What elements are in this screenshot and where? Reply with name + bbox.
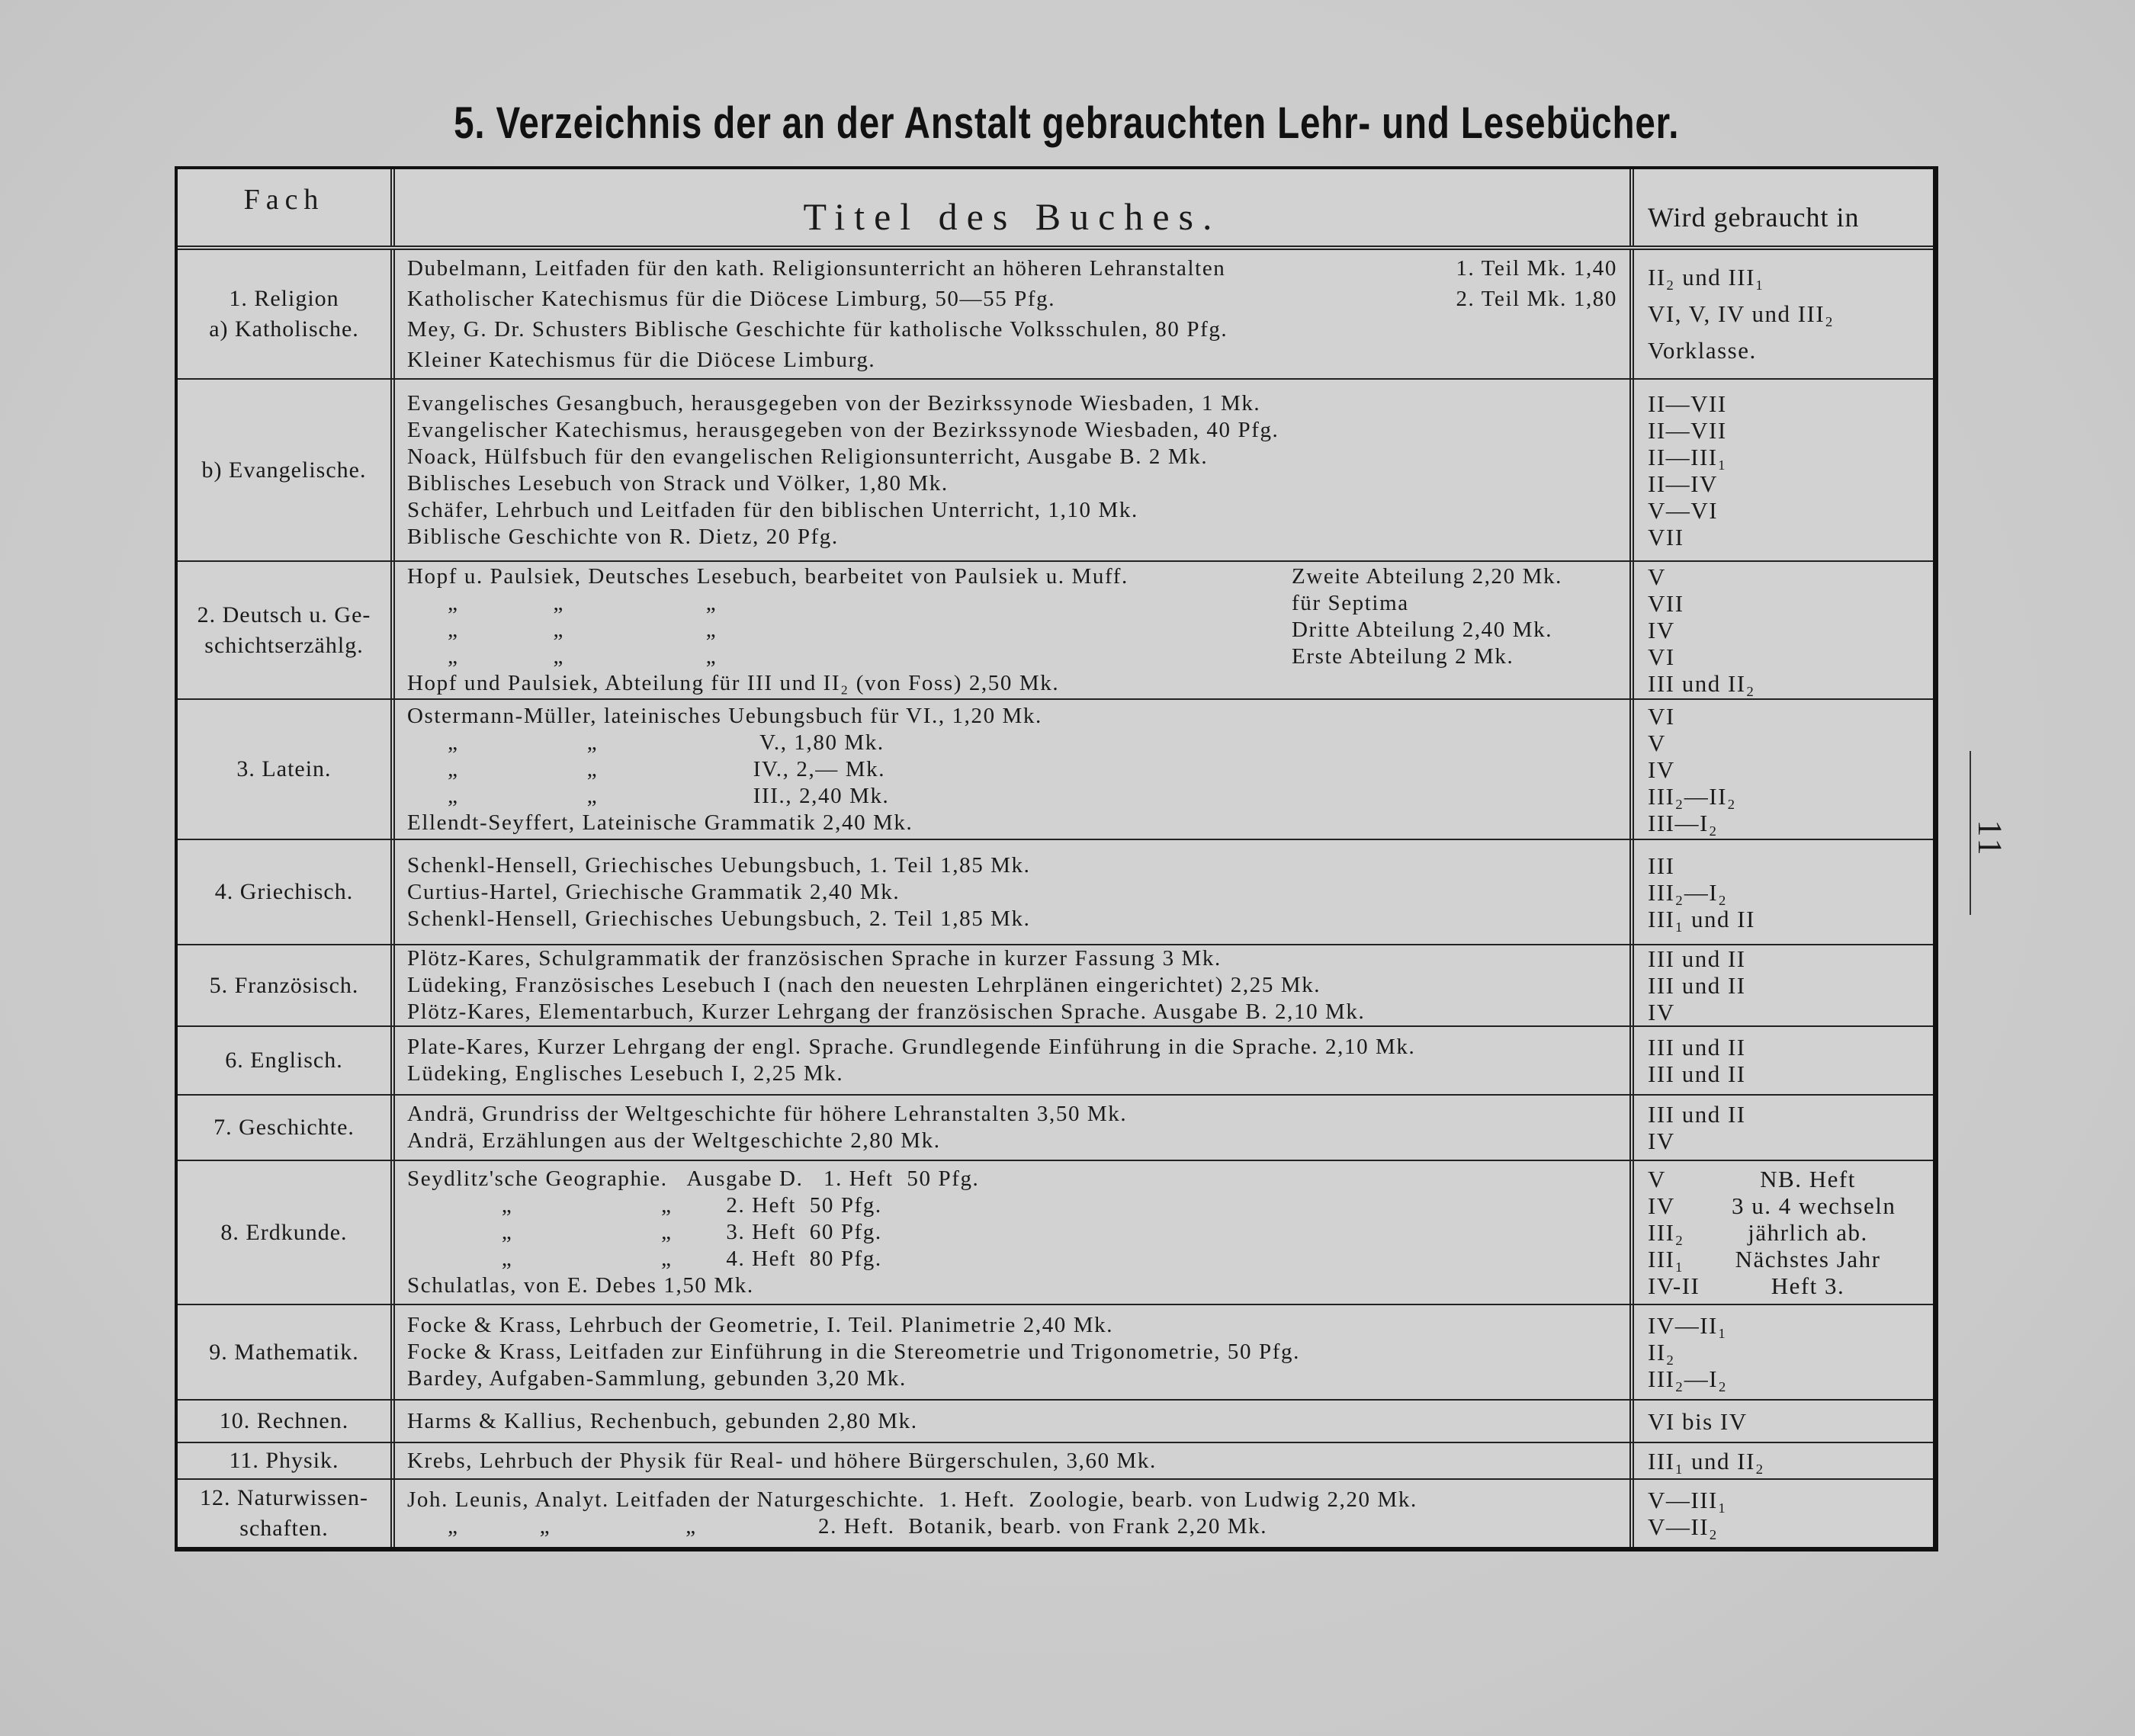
used-in-cell bbox=[1634, 840, 1933, 944]
book-title: Evangelischer Katechismus, herausgegeben von der Bezirkssynode Wiesbaden, 40 Pfg. bbox=[407, 417, 1279, 442]
book-line bbox=[407, 643, 1617, 670]
book-title: Biblisches Lesebuch von Strack und Völker, 1,80 Mk. bbox=[407, 470, 949, 496]
table-row bbox=[178, 1094, 1933, 1160]
used-in-cell bbox=[1634, 1443, 1933, 1478]
table-row bbox=[178, 1160, 1933, 1304]
used-in-cell bbox=[1634, 380, 1933, 560]
class-range: III₁ und II bbox=[1648, 905, 1755, 932]
book-line bbox=[407, 1272, 1617, 1299]
book-title: Schulatlas, von E. Debes 1,50 Mk. bbox=[407, 1273, 754, 1298]
used-in-note: Nächstes Jahr bbox=[1735, 1246, 1881, 1272]
book-title: Schäfer, Lehrbuch und Leitfaden für den biblischen Unterricht, 1,10 Mk. bbox=[407, 497, 1138, 522]
used-in-cell bbox=[1634, 945, 1933, 1025]
book-title: Dubelmann, Leitfaden für den kath. Religionsunterricht an höheren Lehranstalten bbox=[407, 256, 1226, 281]
book-title: „ „ „ bbox=[407, 644, 718, 669]
subject-label: 4. Griechisch. bbox=[214, 879, 354, 904]
class-range: III₂—II₂ bbox=[1648, 782, 1737, 810]
subject-cell bbox=[178, 1401, 395, 1442]
subject-label: 8. Erdkunde. bbox=[220, 1219, 348, 1245]
class-range: III—I₂ bbox=[1648, 809, 1719, 836]
class-range: II₂ und III₁ bbox=[1648, 264, 1765, 290]
used-in-line bbox=[1648, 852, 1919, 879]
subject-label: 12. Naturwissen- bbox=[200, 1485, 368, 1510]
book-title: Joh. Leunis, Analyt. Leitfaden der Naturgeschichte. 1. Heft. Zoologie, bearb. von Ludwig 2,20 Mk. bbox=[407, 1487, 1417, 1512]
book-titles-cell bbox=[395, 562, 1634, 698]
book-line bbox=[407, 730, 1617, 756]
book-line bbox=[407, 1448, 1617, 1474]
book-line bbox=[407, 390, 1617, 417]
subject-label: 10. Rechnen. bbox=[219, 1408, 349, 1433]
book-line bbox=[407, 852, 1617, 879]
book-line bbox=[407, 345, 1617, 375]
book-title: Andrä, Erzählungen aus der Weltgeschichte 2,80 Mk. bbox=[407, 1128, 941, 1153]
used-in-line bbox=[1648, 906, 1919, 932]
subject-cell bbox=[178, 380, 395, 560]
used-in-cell bbox=[1634, 700, 1933, 839]
book-line bbox=[407, 497, 1617, 524]
book-line bbox=[407, 945, 1617, 972]
class-range: III₂ bbox=[1648, 1219, 1684, 1246]
class-range: III und II bbox=[1648, 1061, 1746, 1087]
class-range: IV bbox=[1648, 617, 1675, 643]
book-line bbox=[407, 1513, 1617, 1540]
book-line bbox=[407, 1365, 1617, 1392]
table-row bbox=[178, 560, 1933, 698]
book-line bbox=[407, 470, 1617, 497]
table-header bbox=[178, 169, 1933, 250]
class-range: Vorklasse. bbox=[1648, 337, 1757, 364]
book-title: „ „ 3. Heft 60 Pfg. bbox=[407, 1220, 882, 1244]
subject-cell bbox=[178, 250, 395, 378]
subject-cell bbox=[178, 1027, 395, 1094]
book-title: Focke & Krass, Leitfaden zur Einführung in die Stereometrie und Trigonometrie, 50 Pfg. bbox=[407, 1340, 1300, 1364]
class-range: III und II bbox=[1648, 972, 1746, 999]
used-in-cell bbox=[1634, 1401, 1933, 1442]
used-in-line bbox=[1648, 670, 1919, 697]
book-title: Plötz-Kares, Elementarbuch, Kurzer Lehrgang der französischen Sprache. Ausgabe B. 2,10 Mk. bbox=[407, 1000, 1366, 1024]
book-titles-cell bbox=[395, 1161, 1634, 1304]
book-title: Schenkl-Hensell, Griechisches Uebungsbuch, 1. Teil 1,85 Mk. bbox=[407, 852, 1031, 878]
book-line bbox=[407, 906, 1617, 932]
subject-cell bbox=[178, 700, 395, 839]
subject-cell bbox=[178, 1480, 395, 1547]
used-in-line bbox=[1648, 643, 1919, 670]
book-titles-cell bbox=[395, 250, 1634, 378]
class-range: VII bbox=[1648, 590, 1684, 617]
book-line bbox=[407, 444, 1617, 470]
book-line bbox=[407, 524, 1617, 550]
book-line bbox=[407, 1312, 1617, 1339]
book-title: Focke & Krass, Lehrbuch der Geometrie, I. Teil. Planimetrie 2,40 Mk. bbox=[407, 1313, 1114, 1337]
book-line bbox=[407, 810, 1617, 836]
used-in-line bbox=[1648, 1272, 1919, 1299]
subject-label: 1. Religion bbox=[229, 286, 339, 311]
used-in-line bbox=[1648, 1487, 1919, 1513]
used-in-cell bbox=[1634, 1480, 1933, 1547]
book-line bbox=[407, 1246, 1617, 1272]
book-titles-cell bbox=[395, 1480, 1634, 1547]
subject-label: schaften. bbox=[239, 1516, 329, 1541]
book-title: Hopf u. Paulsiek, Deutsches Lesebuch, bearbeitet von Paulsiek u. Muff. bbox=[407, 564, 1128, 589]
book-line bbox=[407, 783, 1617, 810]
header-book-title: Titel des Buches. bbox=[395, 169, 1634, 245]
used-in-line bbox=[1648, 999, 1919, 1025]
book-line bbox=[407, 284, 1617, 314]
used-in-line bbox=[1648, 444, 1919, 470]
subject-label: schichtserzählg. bbox=[204, 632, 364, 658]
class-range: II₂ bbox=[1648, 1339, 1675, 1365]
used-in-note: jährlich ab. bbox=[1748, 1219, 1868, 1246]
book-titles-cell bbox=[395, 1096, 1634, 1160]
class-range: V bbox=[1648, 1166, 1666, 1192]
subject-cell bbox=[178, 1161, 395, 1304]
book-title: Kleiner Katechismus für die Diöcese Limburg. bbox=[407, 348, 876, 372]
book-title: Plate-Kares, Kurzer Lehrgang der engl. Sprache. Grundlegende Einführung in die Sprache. 2,10 Mk. bbox=[407, 1035, 1416, 1059]
class-range: IV—II₁ bbox=[1648, 1312, 1728, 1339]
book-titles-cell bbox=[395, 1305, 1634, 1399]
table-row bbox=[178, 944, 1933, 1025]
class-range: III und II bbox=[1648, 1034, 1746, 1061]
class-range: III₂—I₂ bbox=[1648, 878, 1728, 906]
book-price-note: 1. Teil Mk. 1,40 bbox=[1456, 256, 1617, 281]
table-row bbox=[178, 698, 1933, 839]
class-range: V—III₁ bbox=[1648, 1487, 1728, 1513]
used-in-cell bbox=[1634, 562, 1933, 698]
table-row bbox=[178, 1478, 1933, 1547]
book-titles-cell bbox=[395, 380, 1634, 560]
book-line bbox=[407, 1128, 1617, 1154]
used-in-line bbox=[1648, 1034, 1919, 1061]
book-title: Ellendt-Seyffert, Lateinische Grammatik 2,40 Mk. bbox=[407, 810, 913, 835]
subject-cell bbox=[178, 1096, 395, 1160]
table-row bbox=[178, 1304, 1933, 1399]
book-line bbox=[407, 1192, 1617, 1219]
used-in-line bbox=[1648, 756, 1919, 783]
used-in-line bbox=[1648, 470, 1919, 497]
used-in-line bbox=[1648, 730, 1919, 756]
book-line bbox=[407, 417, 1617, 444]
subject-cell bbox=[178, 562, 395, 698]
class-range: II—VII bbox=[1648, 416, 1727, 444]
subject-label: 6. Englisch. bbox=[225, 1048, 343, 1073]
book-line bbox=[407, 1166, 1617, 1192]
table-row bbox=[178, 1442, 1933, 1478]
page-number: 11 bbox=[1971, 820, 2009, 858]
used-in-line bbox=[1648, 497, 1919, 524]
class-range: IV-II bbox=[1648, 1272, 1700, 1299]
used-in-cell bbox=[1634, 1096, 1933, 1160]
subject-label: 11. Physik. bbox=[229, 1448, 339, 1473]
used-in-line bbox=[1648, 563, 1919, 590]
class-range: II—III₁ bbox=[1648, 443, 1727, 470]
used-in-line bbox=[1648, 1448, 1919, 1474]
book-line bbox=[407, 253, 1617, 284]
class-range: VI, V, IV und III₂ bbox=[1648, 300, 1835, 327]
used-in-line bbox=[1648, 296, 1919, 332]
class-range: V—II₂ bbox=[1648, 1513, 1719, 1540]
subject-label: 5. Französisch. bbox=[209, 972, 359, 998]
subject-label: 3. Latein. bbox=[236, 756, 332, 781]
table-row bbox=[178, 1025, 1933, 1094]
book-title: Biblische Geschichte von R. Dietz, 20 Pfg. bbox=[407, 524, 839, 549]
table-row bbox=[178, 839, 1933, 944]
subject-cell bbox=[178, 1305, 395, 1399]
class-range: III und II₂ bbox=[1648, 670, 1755, 697]
book-title: Evangelisches Gesangbuch, herausgegeben von der Bezirkssynode Wiesbaden, 1 Mk. bbox=[407, 390, 1261, 416]
book-title: Ostermann-Müller, lateinisches Uebungsbuch für VI., 1,20 Mk. bbox=[407, 703, 1042, 728]
book-line bbox=[407, 314, 1617, 345]
book-title: Harms & Kallius, Rechenbuch, gebunden 2,80 Mk. bbox=[407, 1408, 918, 1433]
class-range: IV bbox=[1648, 999, 1675, 1025]
class-range: V—VI bbox=[1648, 496, 1719, 524]
book-title: Curtius-Hartel, Griechische Grammatik 2,40 Mk. bbox=[407, 879, 901, 904]
table-body bbox=[178, 250, 1933, 1547]
class-range: VI bbox=[1648, 702, 1675, 730]
subject-cell bbox=[178, 945, 395, 1025]
class-range: III₁ bbox=[1648, 1246, 1684, 1272]
book-title: „ „ „ bbox=[407, 591, 718, 615]
used-in-line bbox=[1648, 1408, 1919, 1435]
subject-label: 7. Geschichte. bbox=[214, 1115, 355, 1140]
page-title: 5. Verzeichnis der an der Anstalt gebrauchten Lehr- und Lesebücher. bbox=[454, 98, 1680, 148]
used-in-line bbox=[1648, 417, 1919, 444]
used-in-line bbox=[1648, 879, 1919, 906]
class-range: VI bis IV bbox=[1648, 1407, 1748, 1435]
used-in-line bbox=[1648, 1219, 1919, 1246]
used-in-cell bbox=[1634, 250, 1933, 378]
book-title: Plötz-Kares, Schulgrammatik der französischen Sprache in kurzer Fassung 3 Mk. bbox=[407, 946, 1222, 971]
class-range: II—IV bbox=[1648, 470, 1718, 497]
book-line bbox=[407, 972, 1617, 999]
book-line bbox=[407, 1219, 1617, 1246]
book-titles-cell bbox=[395, 840, 1634, 944]
used-in-line bbox=[1648, 972, 1919, 999]
book-line bbox=[407, 1408, 1617, 1435]
class-range: V bbox=[1648, 563, 1666, 590]
used-in-line bbox=[1648, 703, 1919, 730]
book-title: Lüdeking, Englisches Lesebuch I, 2,25 Mk. bbox=[407, 1061, 844, 1086]
used-in-line bbox=[1648, 259, 1919, 296]
book-title: Lüdeking, Französisches Lesebuch I (nach den neuesten Lehrplänen eingerichtet) 2,25 Mk. bbox=[407, 973, 1321, 997]
used-in-line bbox=[1648, 332, 1919, 369]
book-titles-cell bbox=[395, 1401, 1634, 1442]
used-in-line bbox=[1648, 1246, 1919, 1272]
book-line bbox=[407, 1034, 1617, 1061]
subject-label: a) Katholische. bbox=[209, 316, 359, 342]
book-line bbox=[407, 617, 1617, 643]
class-range: III₂—I₂ bbox=[1648, 1365, 1728, 1392]
book-line bbox=[407, 999, 1617, 1025]
textbook-table bbox=[175, 166, 1938, 1551]
used-in-line bbox=[1648, 945, 1919, 972]
used-in-line bbox=[1648, 590, 1919, 617]
used-in-line bbox=[1648, 1128, 1919, 1154]
book-title: „ „ III., 2,40 Mk. bbox=[407, 783, 890, 808]
used-in-line bbox=[1648, 390, 1919, 417]
book-line bbox=[407, 1487, 1617, 1513]
book-titles-cell bbox=[395, 1443, 1634, 1478]
book-title: Katholischer Katechismus für die Diöcese Limburg, 50—55 Pfg. bbox=[407, 287, 1056, 311]
class-range: III und II bbox=[1648, 945, 1746, 972]
class-range: IV bbox=[1648, 1192, 1675, 1219]
used-in-line bbox=[1648, 1312, 1919, 1339]
book-line bbox=[407, 1061, 1617, 1087]
book-title: Noack, Hülfsbuch für den evangelischen Religionsunterricht, Ausgabe B. 2 Mk. bbox=[407, 444, 1209, 469]
book-price-note: 2. Teil Mk. 1,80 bbox=[1456, 287, 1617, 311]
subject-cell bbox=[178, 840, 395, 944]
used-in-cell bbox=[1634, 1161, 1933, 1304]
class-range: III und II bbox=[1648, 1101, 1746, 1128]
class-range: V bbox=[1648, 729, 1666, 756]
used-in-note: NB. Heft bbox=[1760, 1166, 1856, 1192]
table-row bbox=[178, 378, 1933, 560]
header-subject: Fach bbox=[178, 169, 395, 245]
book-line bbox=[407, 590, 1617, 617]
used-in-line bbox=[1648, 524, 1919, 550]
book-title: Schenkl-Hensell, Griechisches Uebungsbuch, 2. Teil 1,85 Mk. bbox=[407, 906, 1031, 931]
table-row bbox=[178, 250, 1933, 378]
book-title: Seydlitz'sche Geographie. Ausgabe D. 1. Heft 50 Pfg. bbox=[407, 1166, 980, 1191]
used-in-line bbox=[1648, 1166, 1919, 1192]
header-used-in: Wird gebraucht in bbox=[1648, 201, 1860, 233]
book-line bbox=[407, 1101, 1617, 1128]
used-in-line bbox=[1648, 1101, 1919, 1128]
book-line bbox=[407, 703, 1617, 730]
table-row bbox=[178, 1399, 1933, 1442]
used-in-cell bbox=[1634, 1027, 1933, 1094]
book-title: „ „ „ bbox=[407, 618, 718, 642]
class-range: IV bbox=[1648, 756, 1675, 783]
used-in-line bbox=[1648, 1513, 1919, 1540]
book-line bbox=[407, 879, 1617, 906]
class-range: IV bbox=[1648, 1128, 1675, 1154]
class-range: III bbox=[1648, 852, 1675, 879]
used-in-cell bbox=[1634, 1305, 1933, 1399]
used-in-line bbox=[1648, 1061, 1919, 1087]
subject-label: b) Evangelische. bbox=[201, 457, 367, 483]
subject-label: 2. Deutsch u. Ge- bbox=[197, 602, 371, 627]
book-edition-note: Erste Abteilung 2 Mk. bbox=[1292, 644, 1514, 669]
used-in-line bbox=[1648, 810, 1919, 836]
book-title: Krebs, Lehrbuch der Physik für Real- und höhere Bürgerschulen, 3,60 Mk. bbox=[407, 1448, 1157, 1473]
book-line bbox=[407, 756, 1617, 783]
book-edition-note: für Septima bbox=[1292, 591, 1409, 615]
used-in-line bbox=[1648, 1365, 1919, 1392]
book-title: „ „ „ 2. Heft. Botanik, bearb. von Frank 2,20 Mk. bbox=[407, 1514, 1268, 1539]
used-in-note: Heft 3. bbox=[1771, 1272, 1845, 1299]
class-range: II—VII bbox=[1648, 390, 1727, 417]
subject-label: 9. Mathematik. bbox=[209, 1339, 359, 1365]
book-titles-cell bbox=[395, 945, 1634, 1025]
book-line bbox=[407, 1339, 1617, 1365]
class-range: III₁ und II₂ bbox=[1648, 1447, 1765, 1474]
subject-cell bbox=[178, 1443, 395, 1478]
book-title: „ „ 4. Heft 80 Pfg. bbox=[407, 1247, 882, 1271]
book-line bbox=[407, 563, 1617, 590]
book-title: Mey, G. Dr. Schusters Biblische Geschichte für katholische Volksschulen, 80 Pfg. bbox=[407, 317, 1228, 342]
book-titles-cell bbox=[395, 700, 1634, 839]
book-line bbox=[407, 670, 1617, 697]
class-range: VII bbox=[1648, 523, 1684, 550]
book-title: Hopf und Paulsiek, Abteilung für III und II₂ (von Foss) 2,50 Mk. bbox=[407, 671, 1060, 695]
book-edition-note: Dritte Abteilung 2,40 Mk. bbox=[1292, 618, 1553, 642]
used-in-line bbox=[1648, 783, 1919, 810]
book-title: „ „ IV., 2,— Mk. bbox=[407, 756, 886, 781]
book-titles-cell bbox=[395, 1027, 1634, 1094]
book-title: „ „ V., 1,80 Mk. bbox=[407, 730, 884, 755]
class-range: VI bbox=[1648, 643, 1675, 670]
book-title: „ „ 2. Heft 50 Pfg. bbox=[407, 1193, 882, 1218]
used-in-line bbox=[1648, 617, 1919, 643]
book-title: Andrä, Grundriss der Weltgeschichte für höhere Lehranstalten 3,50 Mk. bbox=[407, 1102, 1128, 1126]
used-in-note: 3 u. 4 wechseln bbox=[1732, 1192, 1896, 1219]
book-title: Bardey, Aufgaben-Sammlung, gebunden 3,20 Mk. bbox=[407, 1366, 907, 1391]
book-edition-note: Zweite Abteilung 2,20 Mk. bbox=[1292, 564, 1562, 589]
used-in-line bbox=[1648, 1192, 1919, 1219]
used-in-line bbox=[1648, 1339, 1919, 1365]
